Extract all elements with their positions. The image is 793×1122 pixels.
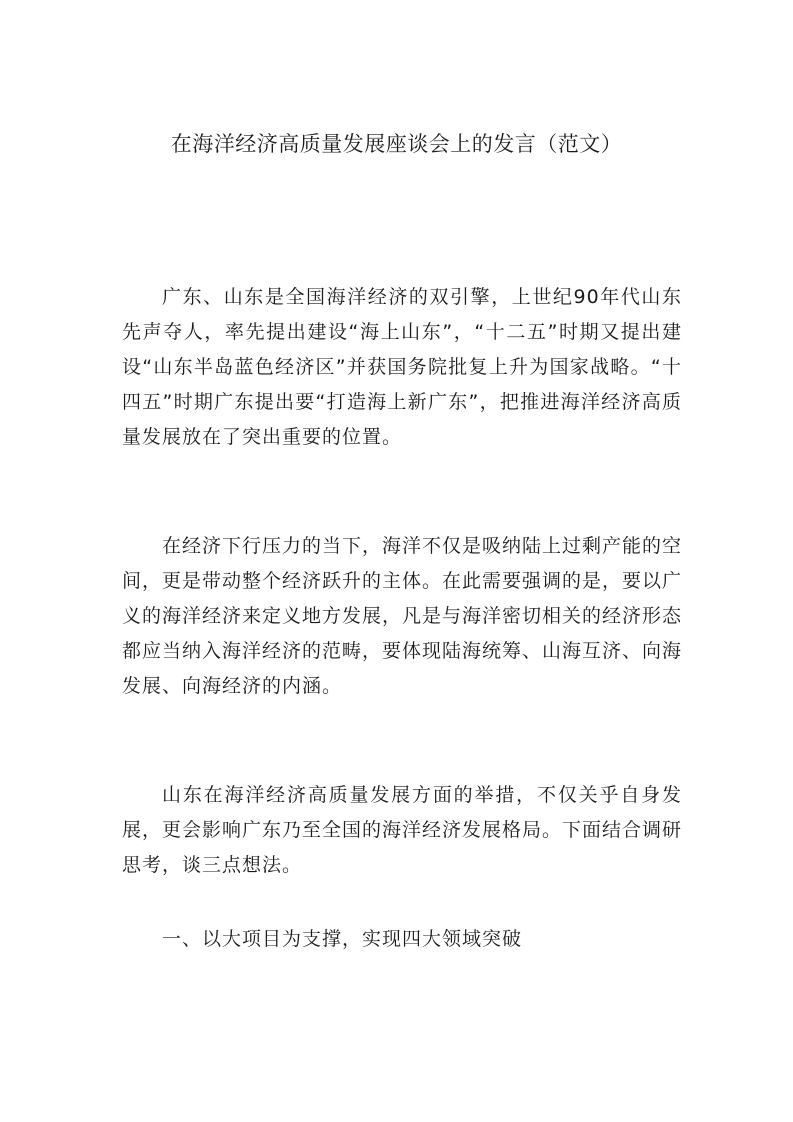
paragraph-3-block — [122, 778, 682, 883]
paragraph-1-block — [122, 280, 682, 455]
paragraph-3: 山东在海洋经济高质量发展方面的举措，不仅关乎自身发展，更会影响广东乃至全国的海洋经济发展格局。下面结合调研思考，谈三点想法。 — [122, 784, 683, 876]
document-title: 在海洋经济高质量发展座谈会上的发言（范文） — [170, 132, 623, 156]
section-heading-block — [122, 922, 682, 957]
paragraph-2: 在经济下行压力的当下，海洋不仅是吸纳陆上过剩产能的空间，更是带动整个经济跃升的主体。在此需要强调的是，要以广义的海洋经济来定义地方发展，凡是与海洋密切相关的经济形态都应当纳入海洋经济的范畴，要体现陆海统筹、山海互济、向海发展、向海经济的内涵。 — [122, 535, 683, 697]
paragraph-1: 广东、山东是全国海洋经济的双引擎，上世纪90年代山东先声夺人，率先提出建设“海上山东”，“十二五”时期又提出建设“山东半岛蓝色经济区”并获国务院批复上升为国家战略。“十四五”时期广东提出要“打造海上新广东”，把推进海洋经济高质量发展放在了突出重要的位置。 — [122, 286, 682, 448]
paragraph-2-block — [122, 529, 682, 704]
section-heading-1: 一、以大项目为支撑，实现四大领域突破 — [162, 928, 523, 950]
